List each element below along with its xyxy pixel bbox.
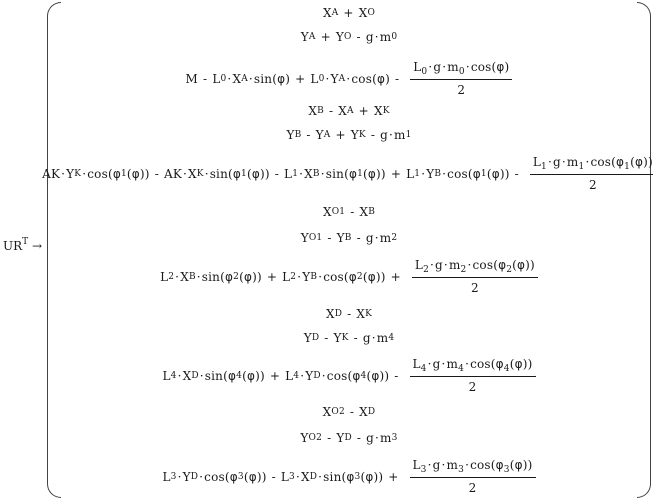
matrix-entry: AK · Y K · cos( φ 1 ( φ )) - AK · X K · sin( φ 1 ( φ )) - L 1 · X B · sin( φ 1 ( φ )) + L 1 · Y B · cos( φ 1 ( φ )) - $\frac{L_1\cdot g\cdot m_1\cdot\cos(\varphi_1(\varphi))}{2}$ — [56, 155, 642, 192]
matrix-entry: L 3 · Y D · cos( φ 3 ( φ )) - L 3 · X D · sin( φ 3 ( φ )) + $\frac{L_3\cdot g\cdot m_3\cdot\cos(\varphi_3(\varphi))}{2}$ — [56, 458, 642, 495]
matrix-symbol: UR — [3, 239, 23, 253]
fraction: $\frac{L_4\cdot g\cdot m_4\cdot\cos(\varphi_4(\varphi))}{2}$ — [410, 357, 536, 394]
matrix-entry: X O1 - X B — [322, 205, 376, 219]
matrix-entry: X O2 - X D — [322, 405, 376, 419]
matrix-entry: X B - X A + X K — [308, 104, 390, 118]
fraction: $\frac{L_1\cdot g\cdot m_1\cdot\cos(\varphi_1(\varphi))}{2}$ — [530, 155, 653, 192]
matrix-entry: L 2 · X B · sin( φ 2 ( φ )) + L 2 · Y B · cos( φ 2 ( φ )) + $\frac{L_2\cdot g\cdot m_2\cdot\cos(\varphi_2(\varphi))}{2}$ — [56, 258, 642, 295]
fraction: $\frac{L_0\cdot g\cdot m_0\cdot\cos(\varphi)}{2}$ — [410, 60, 512, 97]
matrix-label — [3, 238, 42, 253]
fraction: $\frac{L_2\cdot g\cdot m_2\cdot\cos(\varphi_2(\varphi))}{2}$ — [412, 258, 538, 295]
matrix-entry: Y B - Y A + Y K - g · m 1 — [286, 128, 412, 142]
matrix-entry: Y D - Y K - g · m 4 — [303, 331, 395, 345]
matrix-entry: X A + X O — [322, 6, 376, 20]
fraction: $\frac{L_3\cdot g\cdot m_3\cdot\cos(\varphi_3(\varphi))}{2}$ — [410, 458, 536, 495]
arrow-symbol: → — [32, 239, 43, 253]
matrix-entry: Y O2 - Y D - g · m 3 — [300, 431, 398, 445]
matrix-entry: Y O1 - Y B - g · m 2 — [300, 231, 398, 245]
matrix-entry: L 4 · X D · sin( φ 4 ( φ )) + L 4 · Y D · cos( φ 4 ( φ )) - $\frac{L_4\cdot g\cdot m_4\cdot\cos(\varphi_4(\varphi))}{2}$ — [56, 357, 642, 394]
transpose-superscript: T — [22, 237, 29, 247]
matrix-entry: Y A + Y O - g · m 0 — [300, 30, 398, 44]
matrix-entry: X D - X K — [325, 307, 373, 321]
matrix-entry: M - L 0 · X A · sin( φ ) + L 0 · Y A · cos( φ ) - $\frac{L_0\cdot g\cdot m_0\cdot\cos(\varphi)}{2}$ — [56, 60, 642, 97]
